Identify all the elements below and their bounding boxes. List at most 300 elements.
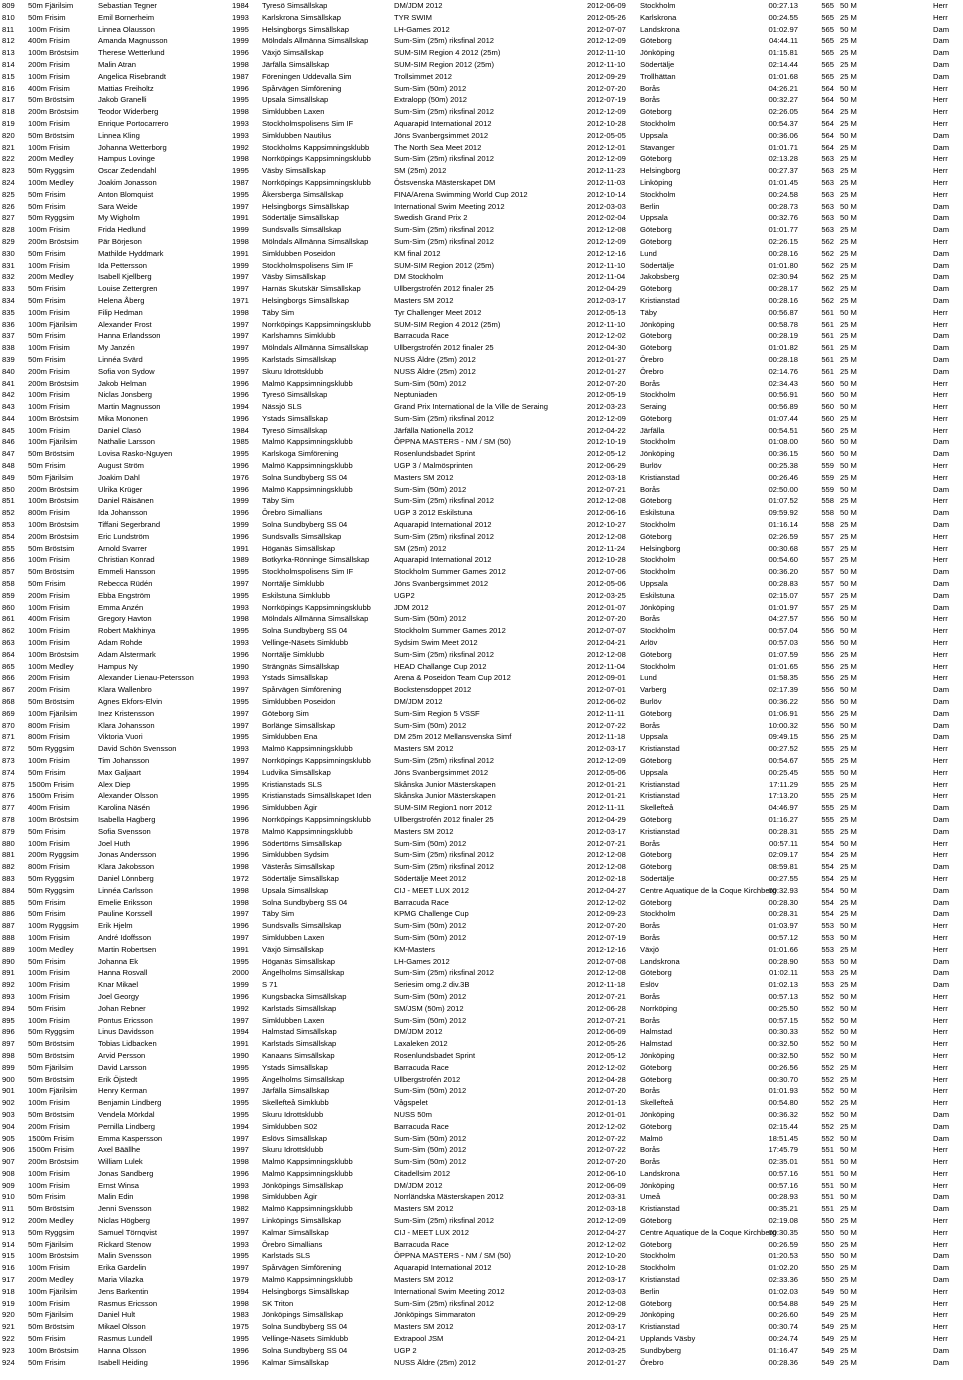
cell-points: 556 xyxy=(821,697,834,707)
cell-points: 556 xyxy=(821,614,834,624)
cell-name: Klara Johansson xyxy=(98,720,155,730)
cell-meet: Sum-Sim (25m) riksfinal 2012 xyxy=(394,1298,495,1308)
cell-year: 1998 xyxy=(232,885,249,895)
cell-pool: 25 M xyxy=(840,496,857,506)
cell-name: Sara Weide xyxy=(98,201,138,211)
cell-gender: Herr xyxy=(933,1,948,10)
cell-event: 800m Frisim xyxy=(28,862,70,872)
table-row xyxy=(0,12,960,24)
cell-pool: 50 M xyxy=(840,461,857,471)
cell-points: 552 xyxy=(821,1062,834,1072)
cell-time: 00:56.87 xyxy=(768,307,798,317)
cell-name: Mika Mononen xyxy=(98,413,148,423)
cell-name: Malin Edin xyxy=(98,1192,134,1202)
cell-year: 1991 xyxy=(232,944,249,954)
cell-date: 2012-07-20 xyxy=(587,1086,626,1096)
cell-event: 100m Frisim xyxy=(28,1263,70,1273)
cell-rank: 854 xyxy=(2,531,15,541)
cell-date: 2012-11-18 xyxy=(587,732,626,742)
cell-city: Örebro xyxy=(640,1357,664,1367)
cell-time: 00:56.89 xyxy=(768,402,798,412)
cell-rank: 831 xyxy=(2,260,15,270)
cell-date: 2012-12-08 xyxy=(587,862,626,872)
cell-event: 50m Frisim xyxy=(28,201,66,211)
cell-meet: DM/JDM 2012 xyxy=(394,1027,443,1037)
cell-club: Simklubben Laxen xyxy=(262,932,325,942)
cell-club: Kanaans Simsällskap xyxy=(262,1050,335,1060)
cell-points: 549 xyxy=(821,1310,834,1320)
table-row xyxy=(0,1357,960,1369)
cell-event: 200m Frisim xyxy=(28,685,70,695)
cell-event: 50m Bröstsim xyxy=(28,1109,75,1119)
cell-rank: 851 xyxy=(2,496,15,506)
cell-meet: UGP 3 / Malmösprinten xyxy=(394,461,473,471)
cell-pool: 25 M xyxy=(840,107,857,117)
cell-pool: 25 M xyxy=(840,850,857,860)
cell-points: 565 xyxy=(821,24,834,34)
cell-meet: Arena & Poseidon Team Cup 2012 xyxy=(394,673,511,683)
cell-city: Stockholm xyxy=(640,520,676,530)
table-row xyxy=(0,436,960,448)
cell-pool: 25 M xyxy=(840,826,857,836)
cell-date: 2012-03-31 xyxy=(587,1192,626,1202)
cell-meet: Tyr Challenger Meet 2012 xyxy=(394,307,482,317)
cell-club: Åkersberga Simsällskap xyxy=(262,189,344,199)
cell-name: André Idoffsson xyxy=(98,932,152,942)
cell-points: 549 xyxy=(821,1357,834,1367)
cell-club: Helsingborgs Simsällskap xyxy=(262,24,349,34)
cell-year: 1998 xyxy=(232,1157,249,1167)
cell-date: 2012-06-09 xyxy=(587,1027,626,1037)
cell-rank: 888 xyxy=(2,932,15,942)
cell-pool: 50 M xyxy=(840,1227,857,1237)
cell-time: 00:32.27 xyxy=(768,95,798,105)
cell-city: Centre Aquatique de la Coque Kirchberg xyxy=(640,1227,777,1237)
cell-event: 100m Fjärilsim xyxy=(28,708,78,718)
cell-time: 01:01.82 xyxy=(768,343,798,353)
cell-gender: Herr xyxy=(933,1310,948,1320)
table-row xyxy=(0,1215,960,1227)
cell-date: 2012-11-10 xyxy=(587,48,626,58)
cell-name: Erik Öjstedt xyxy=(98,1074,138,1084)
cell-year: 1996 xyxy=(232,531,249,541)
cell-date: 2012-12-02 xyxy=(587,1062,626,1072)
cell-city: Centre Aquatique de la Coque Kirchberg xyxy=(640,885,777,895)
cell-rank: 835 xyxy=(2,307,15,317)
table-row xyxy=(0,1203,960,1215)
cell-time: 01:01.77 xyxy=(768,225,798,235)
cell-gender: Herr xyxy=(933,1003,948,1013)
cell-event: 100m Frisim xyxy=(28,980,70,990)
cell-city: Jönköping xyxy=(640,1109,675,1119)
cell-time: 00:28.36 xyxy=(768,1357,798,1367)
table-row xyxy=(0,472,960,484)
cell-date: 2012-05-06 xyxy=(587,767,626,777)
cell-date: 2012-12-01 xyxy=(587,142,626,152)
cell-club: Helsingborgs Simsällskap xyxy=(262,1286,349,1296)
cell-city: Göteborg xyxy=(640,1062,672,1072)
cell-event: 100m Bröstsim xyxy=(28,1251,79,1261)
cell-name: Alex Diep xyxy=(98,779,131,789)
cell-points: 557 xyxy=(821,555,834,565)
cell-event: 200m Frisim xyxy=(28,366,70,376)
cell-date: 2012-12-08 xyxy=(587,968,626,978)
cell-event: 200m Medley xyxy=(28,154,74,164)
cell-name: Emma Anzén xyxy=(98,602,144,612)
cell-date: 2012-01-21 xyxy=(587,791,626,801)
table-row xyxy=(0,767,960,779)
cell-date: 2012-10-19 xyxy=(587,437,626,447)
cell-date: 2012-12-02 xyxy=(587,331,626,341)
cell-points: 552 xyxy=(821,1050,834,1060)
cell-points: 555 xyxy=(821,756,834,765)
cell-date: 2012-12-09 xyxy=(587,413,626,423)
cell-event: 100m Frisim xyxy=(28,24,70,34)
cell-time: 00:28.19 xyxy=(768,331,798,341)
cell-gender: Dam xyxy=(933,260,950,270)
cell-meet: Trollsimmet 2012 xyxy=(394,71,452,81)
cell-city: Göteborg xyxy=(640,284,672,294)
cell-name: Max Galjaart xyxy=(98,767,142,777)
cell-meet: Barracuda Race xyxy=(394,897,449,907)
cell-name: Jenni Svensson xyxy=(98,1204,152,1214)
cell-gender: Dam xyxy=(933,48,950,58)
cell-points: 550 xyxy=(821,1227,834,1237)
cell-rank: 869 xyxy=(2,708,15,718)
table-row xyxy=(0,566,960,578)
cell-meet: DM 25m 2012 Mellansvenska Simf xyxy=(394,732,512,742)
cell-date: 2012-03-17 xyxy=(587,826,626,836)
cell-club: Södertälje Simsällskap xyxy=(262,213,339,223)
cell-time: 00:30.70 xyxy=(768,1074,798,1084)
cell-rank: 830 xyxy=(2,248,15,258)
cell-club: Simklubben Laxen xyxy=(262,1015,325,1025)
cell-name: Teodor Widerberg xyxy=(98,107,159,117)
cell-time: 00:24.74 xyxy=(768,1334,798,1344)
cell-date: 2012-12-16 xyxy=(587,248,626,258)
cell-club: Norrtälje Simklubb xyxy=(262,649,325,659)
cell-points: 557 xyxy=(821,543,834,553)
cell-rank: 817 xyxy=(2,95,15,105)
cell-pool: 25 M xyxy=(840,1239,857,1249)
cell-gender: Dam xyxy=(933,225,950,235)
cell-name: Angelica Risebrandt xyxy=(98,71,166,81)
cell-pool: 50 M xyxy=(840,449,857,459)
cell-name: Linnéa Carlsson xyxy=(98,885,153,895)
cell-club: Kristianstads Simsällskapet Iden xyxy=(262,791,372,801)
cell-pool: 25 M xyxy=(840,980,857,990)
cell-date: 2012-07-21 xyxy=(587,1015,626,1025)
table-row xyxy=(0,1321,960,1333)
cell-event: 100m Frisim xyxy=(28,1180,70,1190)
cell-name: Adam Rohde xyxy=(98,638,143,648)
cell-name: My Wigholm xyxy=(98,213,140,223)
cell-pool: 50 M xyxy=(840,838,857,848)
cell-event: 100m Frisim xyxy=(28,626,70,636)
cell-gender: Dam xyxy=(933,354,950,364)
cell-rank: 818 xyxy=(2,107,15,117)
cell-gender: Dam xyxy=(933,732,950,742)
cell-club: Stockholmspolisens Sim IF xyxy=(262,260,354,270)
cell-name: Joakim Dahl xyxy=(98,472,140,482)
cell-pool: 25 M xyxy=(840,1121,857,1131)
cell-points: 557 xyxy=(821,602,834,612)
cell-time: 02:09.17 xyxy=(768,850,798,860)
cell-gender: Herr xyxy=(933,779,948,789)
cell-pool: 25 M xyxy=(840,1074,857,1084)
cell-rank: 836 xyxy=(2,319,15,329)
cell-date: 2012-11-10 xyxy=(587,319,626,329)
table-row xyxy=(0,1085,960,1097)
cell-year: 1993 xyxy=(232,673,249,683)
cell-event: 1500m Frisim xyxy=(28,1133,74,1143)
cell-points: 559 xyxy=(821,461,834,471)
cell-name: Ida Pettersson xyxy=(98,260,147,270)
cell-rank: 885 xyxy=(2,897,15,907)
cell-rank: 890 xyxy=(2,956,15,966)
table-row xyxy=(0,755,960,767)
cell-rank: 865 xyxy=(2,661,15,671)
cell-time: 00:57.16 xyxy=(768,1180,798,1190)
cell-date: 2012-12-09 xyxy=(587,756,626,765)
cell-date: 2012-05-05 xyxy=(587,130,626,140)
cell-pool: 25 M xyxy=(840,673,857,683)
cell-meet: Sum-Sim (25m) riksfinal 2012 xyxy=(394,649,495,659)
cell-rank: 859 xyxy=(2,590,15,600)
cell-date: 2012-10-28 xyxy=(587,118,626,128)
cell-time: 02:34.43 xyxy=(768,378,798,388)
cell-meet: ÖPPNA MASTERS - NM / SM (50) xyxy=(394,1251,511,1261)
cell-date: 2012-07-22 xyxy=(587,1133,626,1143)
cell-city: Göteborg xyxy=(640,708,672,718)
cell-date: 2012-03-23 xyxy=(587,402,626,412)
cell-rank: 921 xyxy=(2,1322,15,1332)
cell-gender: Herr xyxy=(933,1062,948,1072)
cell-points: 551 xyxy=(821,1157,834,1167)
cell-name: Christian Konrad xyxy=(98,555,155,565)
cell-gender: Herr xyxy=(933,177,948,187)
cell-meet: Sum-Sim (25m) riksfinal 2012 xyxy=(394,531,495,541)
cell-year: 1995 xyxy=(232,956,249,966)
cell-points: 561 xyxy=(821,331,834,341)
cell-gender: Herr xyxy=(933,1286,948,1296)
cell-city: Borås xyxy=(640,95,660,105)
cell-meet: SUM-SIM Region 2012 (25m) xyxy=(394,59,495,69)
cell-event: 200m Medley xyxy=(28,1275,74,1285)
table-row xyxy=(0,1298,960,1310)
cell-gender: Herr xyxy=(933,307,948,317)
cell-year: 1995 xyxy=(232,590,249,600)
cell-year: 1998 xyxy=(232,1298,249,1308)
cell-points: 553 xyxy=(821,944,834,954)
cell-gender: Herr xyxy=(933,1227,948,1237)
cell-time: 01:01.97 xyxy=(768,602,798,612)
cell-pool: 25 M xyxy=(840,649,857,659)
cell-meet: Sum-Sim (50m) 2012 xyxy=(394,991,467,1001)
cell-rank: 820 xyxy=(2,130,15,140)
cell-city: Jakobsberg xyxy=(640,272,680,282)
cell-year: 1999 xyxy=(232,225,249,235)
cell-gender: Dam xyxy=(933,980,950,990)
cell-meet: Masters SM 2012 xyxy=(394,1275,454,1285)
cell-meet: Sum-Sim (25m) riksfinal 2012 xyxy=(394,496,495,506)
cell-time: 02:50.00 xyxy=(768,484,798,494)
cell-date: 2012-11-11 xyxy=(587,803,625,813)
cell-club: Höganäs Simsällskap xyxy=(262,543,336,553)
cell-date: 2012-03-25 xyxy=(587,1345,626,1355)
cell-rank: 923 xyxy=(2,1345,15,1355)
cell-club: Karlskoga Simförening xyxy=(262,449,339,459)
cell-year: 1997 xyxy=(232,1227,249,1237)
cell-rank: 892 xyxy=(2,980,15,990)
cell-date: 2012-12-09 xyxy=(587,154,626,164)
cell-name: Alexander Olsson xyxy=(98,791,158,801)
cell-name: Pär Börjeson xyxy=(98,236,142,246)
cell-points: 557 xyxy=(821,579,834,589)
cell-name: Malin Svensson xyxy=(98,1251,152,1261)
cell-club: Stockholmspolisens Sim IF xyxy=(262,118,354,128)
cell-city: Stockholm xyxy=(640,555,676,565)
cell-pool: 25 M xyxy=(840,71,857,81)
cell-city: Malmö xyxy=(640,1133,663,1143)
cell-rank: 916 xyxy=(2,1263,15,1273)
cell-city: Jönköping xyxy=(640,319,675,329)
cell-rank: 878 xyxy=(2,814,15,824)
cell-time: 00:36.06 xyxy=(768,130,798,140)
cell-year: 1995 xyxy=(232,779,249,789)
cell-gender: Herr xyxy=(933,1298,948,1308)
cell-name: Maria Vilazka xyxy=(98,1275,144,1285)
cell-pool: 50 M xyxy=(840,402,857,412)
cell-pool: 25 M xyxy=(840,425,857,435)
cell-meet: Sum-Sim (25m) riksfinal 2012 xyxy=(394,756,495,765)
cell-meet: FINA/Arena Swimming World Cup 2012 xyxy=(394,189,528,199)
cell-points: 556 xyxy=(821,661,834,671)
table-row xyxy=(0,743,960,755)
cell-date: 2012-11-04 xyxy=(587,661,626,671)
cell-pool: 25 M xyxy=(840,1263,857,1273)
cell-rank: 843 xyxy=(2,402,15,412)
cell-gender: Dam xyxy=(933,59,950,69)
cell-time: 02:19.08 xyxy=(768,1216,798,1226)
cell-name: Daniel Lönnberg xyxy=(98,873,154,883)
cell-event: 100m Fjärilsim xyxy=(28,1286,78,1296)
cell-club: Skellefteå Simklubb xyxy=(262,1098,329,1108)
cell-pool: 25 M xyxy=(840,59,857,69)
cell-meet: DM Stockholm xyxy=(394,272,444,282)
cell-date: 2012-05-12 xyxy=(587,449,626,459)
cell-name: Mathilde Hyddmark xyxy=(98,248,164,258)
cell-points: 559 xyxy=(821,472,834,482)
table-row xyxy=(0,71,960,83)
cell-pool: 50 M xyxy=(840,1133,857,1143)
cell-points: 552 xyxy=(821,1086,834,1096)
cell-club: Simklubben Ägir xyxy=(262,803,318,813)
cell-year: 1995 xyxy=(232,791,249,801)
table-row xyxy=(0,708,960,720)
cell-club: Skuru Idrottsklubb xyxy=(262,1109,324,1119)
cell-year: 1991 xyxy=(232,1039,249,1049)
cell-date: 2012-07-19 xyxy=(587,95,626,105)
cell-points: 554 xyxy=(821,850,834,860)
cell-name: Daniel Clasö xyxy=(98,425,142,435)
table-row xyxy=(0,1262,960,1274)
cell-name: Nathalie Larsson xyxy=(98,437,155,447)
cell-date: 2012-05-12 xyxy=(587,1050,626,1060)
cell-pool: 50 M xyxy=(840,1027,857,1037)
cell-year: 1996 xyxy=(232,48,249,58)
cell-gender: Herr xyxy=(933,1322,948,1332)
cell-points: 555 xyxy=(821,767,834,777)
cell-pool: 25 M xyxy=(840,413,857,423)
cell-rank: 833 xyxy=(2,284,15,294)
cell-event: 50m Frisim xyxy=(28,767,66,777)
table-row xyxy=(0,106,960,118)
cell-time: 00:58.78 xyxy=(768,319,798,329)
cell-rank: 852 xyxy=(2,508,15,518)
cell-meet: Rosenlundsbadet Sprint xyxy=(394,1050,476,1060)
cell-pool: 50 M xyxy=(840,1180,857,1190)
cell-club: Kalmar Simsällskap xyxy=(262,1357,329,1367)
cell-year: 1991 xyxy=(232,543,249,553)
table-row xyxy=(0,224,960,236)
cell-points: 552 xyxy=(821,1121,834,1131)
cell-club: Växjö Simsällskap xyxy=(262,944,324,954)
table-row xyxy=(0,1121,960,1133)
cell-name: Filip Hedman xyxy=(98,307,143,317)
cell-year: 1995 xyxy=(232,567,249,577)
cell-city: Jönköping xyxy=(640,48,675,58)
cell-rank: 902 xyxy=(2,1098,15,1108)
cell-club: Nässjö SLS xyxy=(262,402,302,412)
cell-club: Simklubben Sydsim xyxy=(262,850,329,860)
cell-gender: Dam xyxy=(933,602,950,612)
cell-meet: Aquarapid International 2012 xyxy=(394,1263,492,1273)
cell-date: 2012-12-09 xyxy=(587,36,626,46)
cell-city: Kristianstad xyxy=(640,744,680,754)
cell-city: Lund xyxy=(640,673,657,683)
cell-gender: Dam xyxy=(933,331,950,341)
cell-pool: 50 M xyxy=(840,307,857,317)
cell-meet: Sum-Sim (50m) 2012 xyxy=(394,378,467,388)
cell-year: 1989 xyxy=(232,555,249,565)
cell-time: 00:32.50 xyxy=(768,1050,798,1060)
cell-city: Göteborg xyxy=(640,343,672,353)
cell-rank: 849 xyxy=(2,472,15,482)
cell-club: Ludvika Simsällskap xyxy=(262,767,331,777)
cell-date: 2012-04-29 xyxy=(587,814,626,824)
cell-time: 00:28.30 xyxy=(768,897,798,907)
cell-date: 2012-07-21 xyxy=(587,838,626,848)
cell-rank: 846 xyxy=(2,437,15,447)
table-row xyxy=(0,177,960,189)
cell-rank: 821 xyxy=(2,142,15,152)
cell-year: 1995 xyxy=(232,626,249,636)
cell-date: 2012-11-04 xyxy=(587,272,626,282)
cell-year: 1992 xyxy=(232,142,249,152)
cell-name: Isabell Heiding xyxy=(98,1357,148,1367)
cell-time: 00:36.15 xyxy=(768,449,798,459)
cell-time: 00:54.37 xyxy=(768,118,798,128)
cell-gender: Herr xyxy=(933,154,948,164)
cell-points: 553 xyxy=(821,956,834,966)
cell-city: Kristianstad xyxy=(640,1204,680,1214)
cell-gender: Herr xyxy=(933,1015,948,1025)
cell-name: Daniel Hult xyxy=(98,1310,136,1320)
cell-club: Mölndals Allmänna Simsällskap xyxy=(262,614,369,624)
cell-city: Trollhättan xyxy=(640,71,676,81)
cell-time: 01:07.44 xyxy=(768,413,798,423)
